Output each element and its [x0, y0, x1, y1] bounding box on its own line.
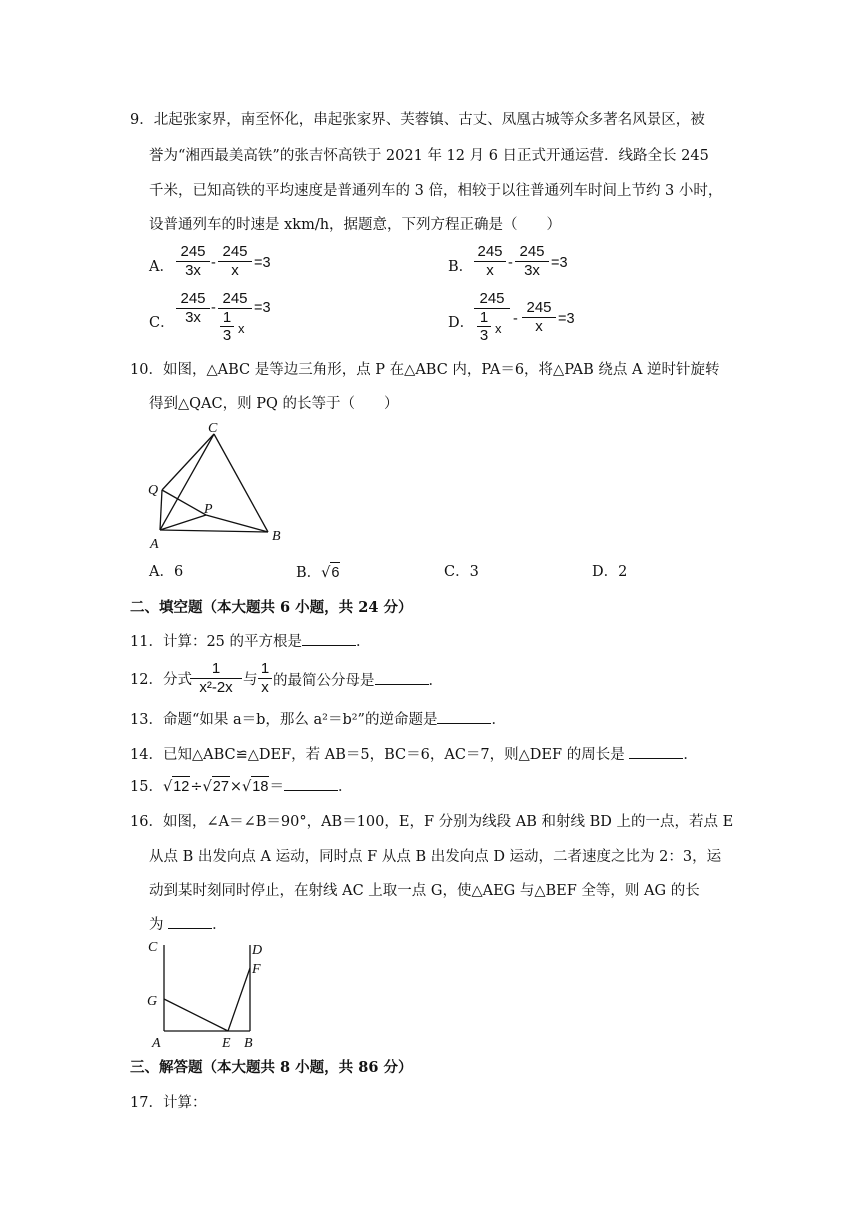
q10-line-2: 得到△QAC，则 PQ 的长等于（ ）	[149, 396, 399, 412]
denominator: x²-2x	[190, 678, 242, 697]
fraction	[474, 290, 510, 349]
numerator: 245	[222, 243, 248, 260]
denominator	[474, 308, 510, 349]
question-prefix: 15．	[130, 779, 163, 795]
question-text: 13．命题“如果 a＝b，那么 a²＝b²”的逆命题是	[130, 712, 438, 728]
coef-denominator: 3	[477, 326, 491, 344]
section-heading-fill-in: 二、填空题（本大题共 6 小题，共 24 分）	[130, 599, 413, 616]
end-mark: ．	[356, 634, 371, 650]
operator: -	[211, 255, 216, 271]
denominator: x	[474, 261, 506, 280]
q10-line-1: 10．如图，△ABC 是等边三角形，点 P 在△ABC 内，PA＝6，将△PAB 绕点 A 逆时针旋转	[130, 362, 720, 378]
question-prefix: 12．分式	[130, 672, 192, 688]
q9-line-1: 9．北起张家界，南至怀化，串起张家界、芙蓉镇、古丈、凤凰古城等众多著名风景区，被	[130, 112, 705, 128]
label-a: A	[150, 537, 159, 552]
sqrt: √18	[242, 776, 269, 797]
q9-line-3: 千米，已知高铁的平均速度是普通列车的 3 倍，相较于以往普通列车时间上节约 3 小时，	[149, 183, 723, 199]
q16-line-1: 16．如图，∠A＝∠B＝90°，AB＝100，E，F 分别为线段 AB 和射线 BD 上的一点，若点 E	[130, 814, 734, 830]
numerator: 245	[180, 290, 206, 307]
coef-numerator: 1	[479, 309, 489, 326]
label-a: A	[152, 1036, 161, 1050]
q16-line-3: 动到某时刻同时停止，在射线 AC 上取一点 G，使△AEG 与△BEF 全等，则 AG 的长	[149, 883, 700, 899]
label-d: D	[252, 943, 263, 958]
denominator	[218, 308, 252, 349]
segment-qc	[162, 434, 214, 490]
segment-aq	[160, 490, 162, 530]
sqrt: √12	[163, 776, 190, 797]
numerator: 245	[477, 243, 503, 260]
answer-blank	[302, 631, 356, 646]
denominator: x	[522, 317, 556, 336]
label-e: E	[222, 1036, 231, 1050]
option-label: B．	[448, 259, 474, 275]
segment-bc	[214, 434, 268, 532]
q11	[130, 631, 371, 652]
rhs: =3	[254, 300, 271, 316]
q10-triangle-figure	[140, 420, 300, 555]
fraction	[522, 299, 556, 336]
coef-denominator: 3	[220, 326, 234, 344]
variable: x	[238, 321, 245, 336]
segment-ge	[164, 999, 228, 1031]
question-suffix	[273, 670, 443, 691]
fraction	[190, 660, 242, 697]
variable: x	[495, 321, 502, 336]
rhs: =3	[551, 255, 568, 271]
operator: ÷	[190, 779, 203, 795]
operator: -	[513, 311, 518, 327]
answer-blank	[284, 776, 338, 791]
option-label: D．	[448, 315, 475, 331]
numerator: 245	[222, 290, 248, 307]
numerator: 1	[260, 660, 270, 677]
operator: ＝	[269, 779, 284, 795]
answer-blank	[437, 709, 491, 724]
end-mark: ．	[212, 917, 227, 933]
question-text: 14．已知△ABC≌△DEF，若 AB＝5，BC＝6，AC＝7，则△DEF 的周长是	[130, 747, 630, 763]
numerator: 245	[526, 299, 552, 316]
end-mark: ．	[491, 712, 506, 728]
label-b: B	[244, 1036, 253, 1050]
answer-blank	[168, 914, 212, 929]
rhs: =3	[254, 255, 271, 271]
fraction	[258, 660, 272, 697]
q10-option-a: A．6	[149, 564, 184, 580]
end-mark: ．	[428, 673, 443, 689]
segment-ab	[160, 530, 268, 532]
coef-numerator: 1	[222, 309, 232, 326]
sqrt: √6	[321, 562, 340, 583]
q17: 17．计算：	[130, 1095, 207, 1111]
numerator: 245	[180, 243, 206, 260]
radicand: 12	[172, 776, 190, 797]
segment-pb	[206, 515, 268, 532]
q9-line-2: 誉为“湘西最美高铁”的张吉怀高铁于 2021 年 12 月 6 日正式开通运营．线路全长 245	[149, 148, 709, 164]
answer-blank	[375, 670, 429, 685]
q10-option-c: C．3	[444, 564, 479, 580]
q13	[130, 709, 506, 730]
label-b: B	[272, 529, 281, 544]
suffix-text: 的最简公分母是	[273, 673, 375, 689]
rhs: =3	[558, 311, 575, 327]
question-text: 11．计算：25 的平方根是	[130, 634, 303, 650]
fraction	[176, 290, 210, 327]
fraction	[218, 290, 252, 349]
operator: -	[211, 300, 216, 316]
fraction	[218, 243, 252, 280]
q16-figure	[140, 935, 280, 1050]
denominator: 3x	[176, 261, 210, 280]
option-label: C．	[149, 315, 175, 331]
numerator: 1	[211, 660, 221, 677]
label-q: Q	[148, 483, 159, 498]
q15	[130, 776, 352, 797]
label-g: G	[147, 994, 158, 1009]
denominator: x	[218, 261, 252, 280]
answer-blank	[629, 744, 683, 759]
q16-line-4	[149, 914, 227, 935]
connector-text: 与	[243, 672, 258, 688]
question-text: 为	[149, 917, 169, 933]
label-c: C	[208, 421, 218, 436]
radicand: 18	[251, 776, 269, 797]
q10-option-d: D．2	[592, 564, 628, 580]
q9-line-4: 设普通列车的时速是 xkm/h，据题意，下列方程正确是（ ）	[149, 217, 562, 233]
q16-line-2: 从点 B 出发向点 A 运动，同时点 F 从点 B 出发向点 D 运动，二者速度之比为 2：3，运	[149, 849, 722, 865]
end-mark: ．	[683, 747, 698, 763]
denominator: 3x	[176, 308, 210, 327]
option-label: A．	[149, 259, 174, 275]
end-mark: ．	[337, 779, 353, 795]
numerator: 245	[519, 243, 545, 260]
option-label: B．	[296, 565, 322, 581]
numerator: 245	[479, 290, 505, 307]
label-c: C	[148, 940, 158, 955]
denominator: x	[258, 678, 272, 697]
fraction	[515, 243, 549, 280]
segment-qp	[162, 490, 206, 515]
label-p: P	[204, 502, 213, 517]
q14	[130, 744, 698, 765]
section-heading-answer: 三、解答题（本大题共 8 小题，共 86 分）	[130, 1059, 413, 1076]
label-f: F	[252, 962, 261, 977]
denominator: 3x	[515, 261, 549, 280]
q10-option-b	[296, 562, 340, 583]
radicand: 27	[212, 776, 230, 797]
radicand: 6	[330, 562, 340, 583]
segment-ef	[228, 968, 250, 1031]
operator: ×	[229, 779, 243, 795]
sqrt: √27	[203, 776, 230, 797]
operator: -	[508, 255, 513, 271]
fraction	[474, 243, 506, 280]
fraction	[176, 243, 210, 280]
